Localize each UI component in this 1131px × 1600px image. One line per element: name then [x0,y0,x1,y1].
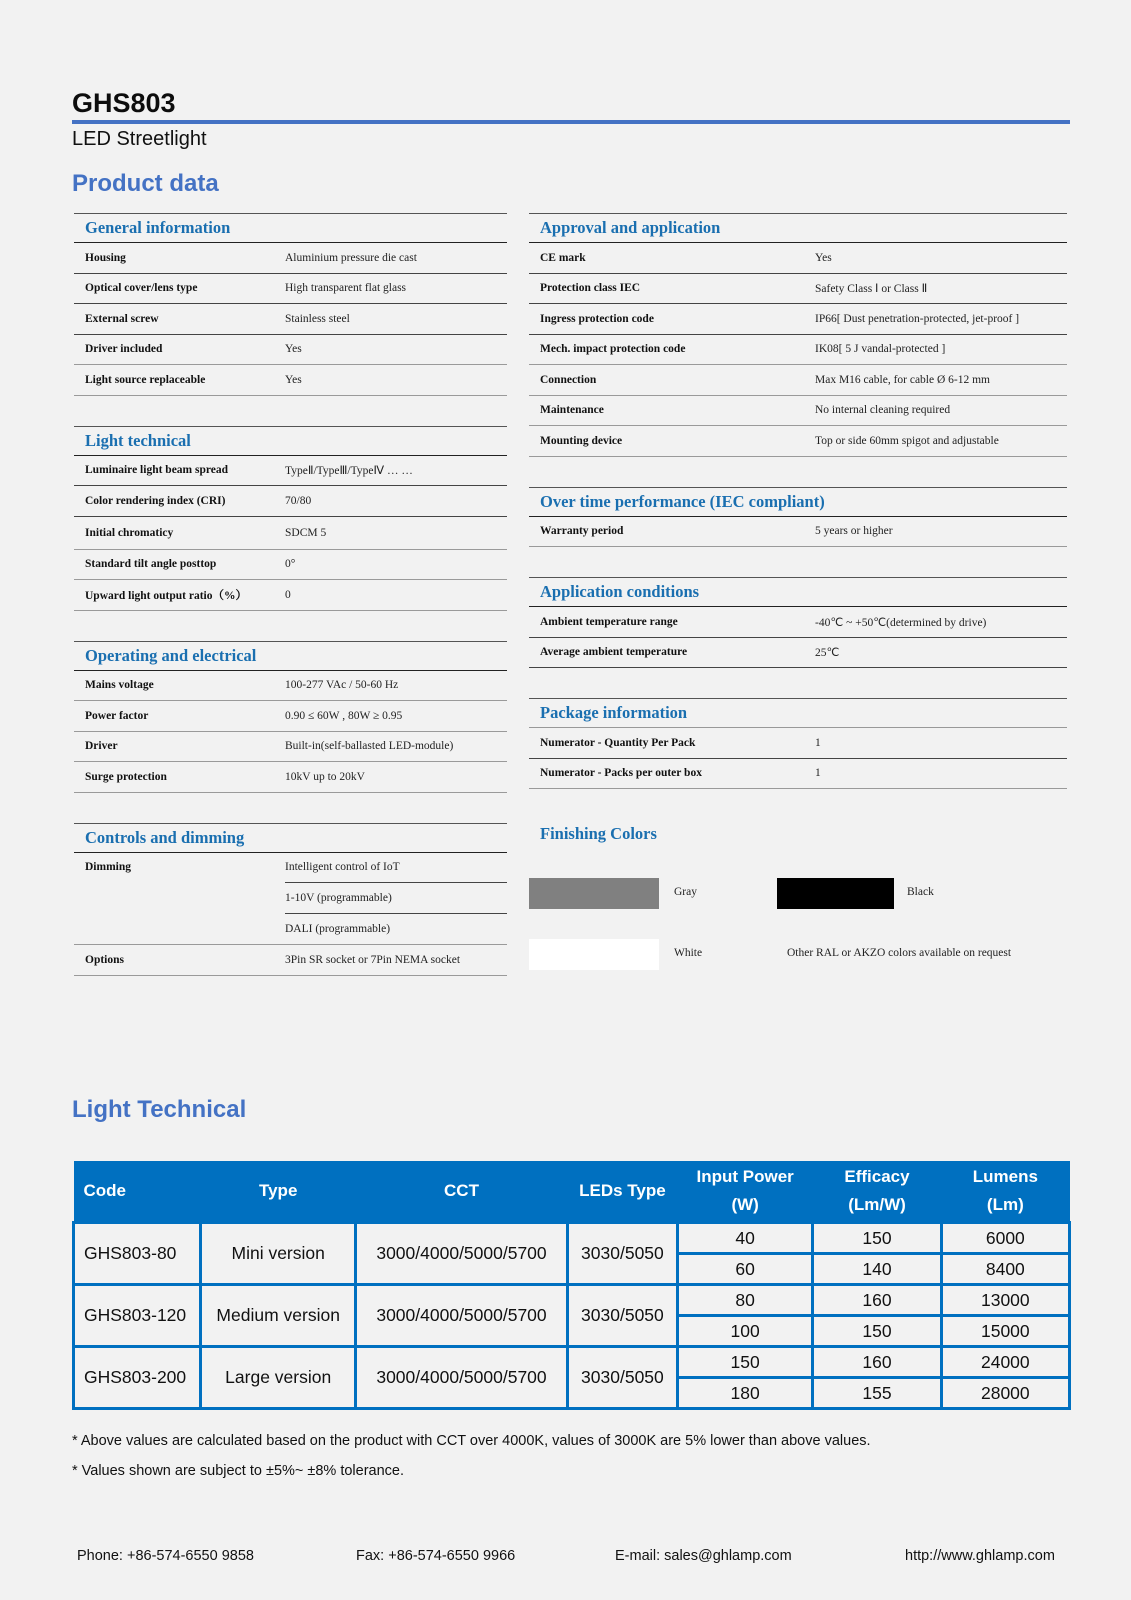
spec-row [74,580,507,611]
cell-code: GHS803-200 [74,1347,201,1409]
footer-phone: Phone: +86-574-6550 9858 [77,1548,254,1564]
cell-type: Mini version [201,1223,356,1285]
spec-value: High transparent flat glass [285,282,407,295]
spec-value: Yes [815,251,832,264]
spec-value: Yes [285,343,302,356]
spec-value: -40℃ ~ +50℃(determined by drive) [815,616,987,629]
product-subtitle: LED Streetlight [72,128,207,150]
spec-label: Warranty period [540,525,624,538]
footer-email[interactable]: E-mail: sales@ghlamp.com [615,1548,792,1564]
spec-value: IK08[ 5 J vandal-protected ] [815,343,946,356]
col-header-efficacy [813,1161,941,1223]
spec-label: Connection [540,373,597,386]
spec-label: Numerator - Packs per outer box [540,767,702,780]
spec-label: Mains voltage [85,679,154,692]
spec-label: Color rendering index (CRI) [85,494,226,507]
dimming-option: Intelligent control of IoT [285,853,507,884]
spec-value: 1 [815,767,821,780]
header-line: Lumens [972,1167,1038,1186]
spec-label: Driver [85,740,118,753]
spec-row [74,304,507,335]
spec-row [74,243,507,274]
spec-label: Housing [85,251,126,264]
spec-label: Maintenance [540,404,604,417]
spec-label: External screw [85,312,159,325]
spec-row [74,486,507,517]
spec-row [74,945,507,976]
spec-row [529,728,1067,759]
cell-power: 80 [677,1285,812,1316]
finishing-colors-group [529,819,1067,999]
spec-label: Optical cover/lens type [85,282,198,295]
spec-row [529,759,1067,790]
header-line: Input Power [696,1167,794,1186]
group-heading: Operating and electrical [74,641,507,671]
col-header-input-power [677,1161,812,1223]
dimming-option: 1-10V (programmable) [285,883,507,914]
cell-leds: 3030/5050 [567,1347,677,1409]
spec-label: CE mark [540,251,586,264]
spec-row [74,335,507,366]
spec-value: Max M16 cable, for cable Ø 6-12 mm [815,373,991,386]
swatch-label: Gray [674,886,697,898]
cell-cct: 3000/4000/5000/5700 [356,1223,568,1285]
title-rule [72,120,1070,124]
col-header-code: Code [74,1161,201,1223]
cell-lumens: 8400 [941,1254,1069,1285]
spec-value: 70/80 [285,494,312,507]
spec-value: Yes [285,373,302,386]
spec-value: 0° [285,558,296,571]
other-colors-note: Other RAL or AKZO colors available on request [787,947,1012,959]
cell-efficacy: 160 [813,1347,941,1378]
group-heading: Finishing Colors [540,824,657,843]
spec-row [529,304,1067,335]
footer-fax: Fax: +86-574-6550 9966 [356,1548,516,1564]
cell-lumens: 24000 [941,1347,1069,1378]
left-spec-column [74,213,507,976]
cell-efficacy: 150 [813,1316,941,1347]
approval-application-group [529,213,1067,457]
white-swatch [529,939,659,970]
cell-lumens: 28000 [941,1378,1069,1409]
spec-row [529,396,1067,427]
spec-label: Luminaire light beam spread [85,464,229,477]
application-conditions-group [529,577,1067,668]
spec-row [74,701,507,732]
spec-value: 0.90 ≤ 60W , 80W ≥ 0.95 [285,709,403,722]
spec-row [529,365,1067,396]
light-technical-heading: Light Technical [72,1096,247,1123]
cell-efficacy: 150 [813,1223,941,1254]
spec-row [529,243,1067,274]
spec-value: IP66[ Dust penetration-protected, jet-proof ] [815,312,1020,325]
spec-label: Ingress protection code [540,312,654,325]
spec-row [74,517,507,550]
spec-value: 5 years or higher [815,525,893,538]
cell-power: 150 [677,1347,812,1378]
spec-row [74,671,507,702]
footer-website[interactable]: http://www.ghlamp.com [905,1548,1055,1564]
group-heading: General information [74,213,507,243]
light-technical-group [74,426,507,611]
table-row [74,1223,1070,1254]
spec-label: Upward light output ratio（%） [85,589,247,602]
spec-label: Mounting device [540,434,623,447]
cell-type: Medium version [201,1285,356,1347]
spec-label: Driver included [85,343,163,356]
spec-row [529,607,1067,638]
header-unit: (Lm/W) [848,1195,906,1214]
spec-value: Built-in(self-ballasted LED-module) [285,740,454,753]
product-code-title: GHS803 [72,88,176,118]
spec-label: Standard tilt angle posttop [85,558,217,571]
cell-efficacy: 160 [813,1285,941,1316]
spec-label: Average ambient temperature [540,646,688,659]
spec-value: 25℃ [815,647,840,660]
spec-row [74,365,507,396]
spec-label: Protection class IEC [540,282,641,295]
cell-lumens: 6000 [941,1223,1069,1254]
spec-label: Ambient temperature range [540,615,678,628]
spec-label: Mech. impact protection code [540,343,686,356]
footnote-tolerance: * Values shown are subject to ±5%~ ±8% tolerance. [72,1463,405,1479]
spec-value: Safety Class Ⅰ or Class Ⅱ [815,283,928,296]
group-heading: Package information [529,698,1067,728]
package-information-group [529,698,1067,789]
cell-code: GHS803-120 [74,1285,201,1347]
color-swatches [529,849,1067,999]
cell-type: Large version [201,1347,356,1409]
spec-value: Aluminium pressure die cast [285,251,417,264]
group-heading: Over time performance (IEC compliant) [529,487,1067,517]
dimming-row [74,853,507,946]
product-data-heading: Product data [72,170,219,197]
group-heading: Controls and dimming [74,823,507,853]
col-header-leds-type: LEDs Type [567,1161,677,1223]
cell-cct: 3000/4000/5000/5700 [356,1285,568,1347]
table-row [74,1347,1070,1378]
dimming-option: DALI (programmable) [285,922,391,935]
table-header-row [74,1161,1070,1223]
black-swatch [777,878,894,909]
header-unit: (W) [731,1195,759,1214]
footnote-cct: * Above values are calculated based on the product with CCT over 4000K, values of 3000K are 5% lower than above values. [72,1433,871,1449]
spec-value: 1 [815,736,821,749]
cell-leds: 3030/5050 [567,1285,677,1347]
spec-label: Power factor [85,709,149,722]
spec-value: Stainless steel [285,312,350,325]
spec-value: Top or side 60mm spigot and adjustable [815,434,999,447]
spec-row [529,274,1067,305]
spec-value: SDCM 5 [285,526,327,539]
cell-power: 100 [677,1316,812,1347]
spec-value: No internal cleaning required [815,404,951,417]
general-information-group [74,213,507,396]
spec-row [74,456,507,487]
col-header-lumens [941,1161,1069,1223]
over-time-performance-group [529,487,1067,548]
spec-row [74,762,507,793]
group-heading: Light technical [74,426,507,456]
spec-row [529,638,1067,669]
spec-label: Options [85,953,124,966]
spec-row [74,732,507,763]
spec-row [529,335,1067,366]
cell-efficacy: 155 [813,1378,941,1409]
table-row [74,1285,1070,1316]
spec-label: Surge protection [85,770,167,783]
spec-row [529,517,1067,548]
cell-cct: 3000/4000/5000/5700 [356,1347,568,1409]
spec-value: 100-277 VAc / 50-60 Hz [285,679,399,692]
cell-power: 40 [677,1223,812,1254]
spec-row [74,274,507,305]
controls-dimming-group [74,823,507,976]
group-heading: Application conditions [529,577,1067,607]
cell-power: 60 [677,1254,812,1285]
gray-swatch [529,878,659,909]
col-header-cct: CCT [356,1161,568,1223]
light-technical-table [72,1161,1071,1410]
spec-value: 3Pin SR socket or 7Pin NEMA socket [285,953,461,966]
group-heading: Approval and application [529,213,1067,243]
spec-label: Dimming [85,860,131,873]
header-line: Efficacy [844,1167,910,1186]
spec-row [74,550,507,581]
col-header-type: Type [201,1161,356,1223]
cell-leds: 3030/5050 [567,1223,677,1285]
spec-value: 0 [285,588,291,601]
cell-efficacy: 140 [813,1254,941,1285]
header-unit: (Lm) [986,1195,1024,1214]
spec-label: Initial chromaticy [85,526,174,539]
spec-value: TypeⅡ/TypeⅢ/TypeⅣ … … [285,465,413,478]
right-spec-column [529,213,1067,999]
cell-lumens: 13000 [941,1285,1069,1316]
operating-electrical-group [74,641,507,793]
spec-row [529,426,1067,457]
spec-value: 10kV up to 20kV [285,770,365,783]
cell-code: GHS803-80 [74,1223,201,1285]
spec-label: Numerator - Quantity Per Pack [540,736,696,749]
cell-power: 180 [677,1378,812,1409]
cell-lumens: 15000 [941,1316,1069,1347]
spec-label: Light source replaceable [85,373,206,386]
swatch-label: White [674,947,703,959]
swatch-label: Black [907,886,934,898]
